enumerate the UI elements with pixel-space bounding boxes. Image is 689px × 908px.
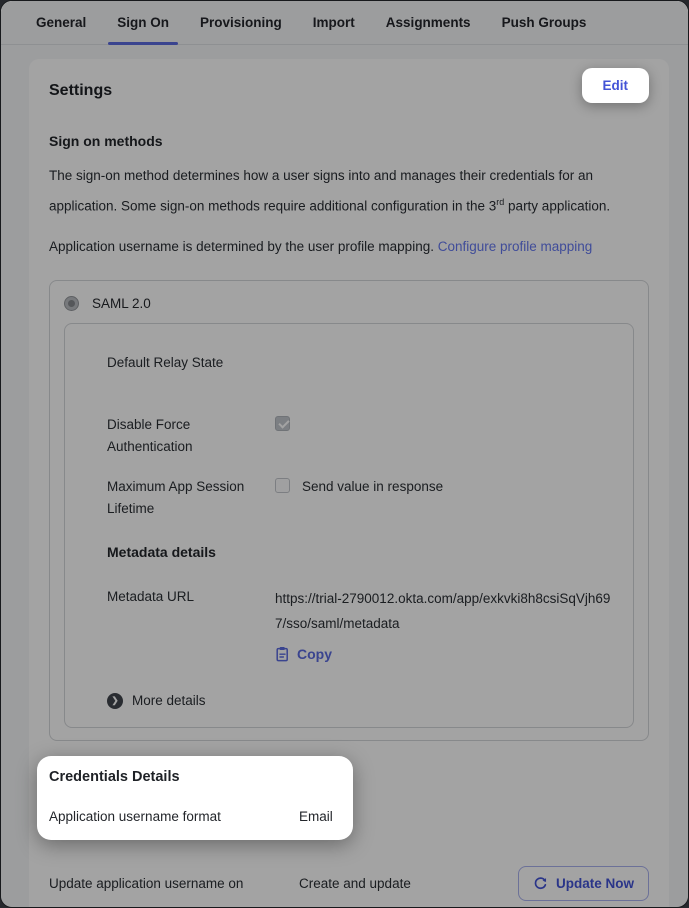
saml-method-box xyxy=(49,280,649,741)
tab-sign-on[interactable]: Sign On xyxy=(107,1,179,44)
update-on-label: Update application username on xyxy=(49,875,244,891)
sign-on-description xyxy=(49,162,649,220)
default-relay-state-row xyxy=(107,352,613,374)
metadata-details-heading: Metadata details xyxy=(107,543,216,560)
max-session-lifetime-label xyxy=(107,476,275,520)
settings-card-header xyxy=(49,68,649,103)
max-session-lifetime-text: Maximum App Session Lifetime xyxy=(107,478,245,516)
chevron-right-icon: ❯ xyxy=(107,693,123,709)
clipboard-copy-icon xyxy=(275,646,290,662)
configure-profile-mapping-link[interactable]: Configure profile mapping xyxy=(437,238,593,254)
tab-push-groups[interactable]: Push Groups xyxy=(501,15,587,30)
tab-bar xyxy=(1,1,688,45)
disable-force-auth-label xyxy=(107,414,275,458)
sign-on-description-text: The sign-on method determines how a user signs into and manages their credentials for an application. Some sign-on methods require additional configuration in the 3 xyxy=(49,168,594,214)
disable-force-auth-checkbox[interactable] xyxy=(275,416,290,431)
username-format-label: Application username format xyxy=(49,808,221,824)
username-mapping-text xyxy=(49,233,649,260)
copy-button[interactable] xyxy=(275,646,332,662)
tab-provisioning[interactable]: Provisioning xyxy=(200,15,282,30)
credentials-details-title: Credentials Details xyxy=(49,768,180,785)
update-now-button[interactable] xyxy=(518,866,649,901)
more-details-toggle[interactable] xyxy=(107,693,613,709)
saml-radio-row xyxy=(64,296,634,311)
max-session-lifetime-row xyxy=(107,476,613,520)
more-details-label: More details xyxy=(132,693,206,708)
tab-import[interactable]: Import xyxy=(312,15,355,30)
update-on-value: Create and update xyxy=(299,875,411,891)
saml-details-box xyxy=(64,323,634,728)
copy-button-label: Copy xyxy=(297,645,332,662)
saml-radio-button[interactable] xyxy=(64,296,79,311)
metadata-url-text: Metadata URL xyxy=(107,588,195,604)
sign-on-description-tail: party application. xyxy=(504,198,611,214)
page-title: Settings xyxy=(49,82,113,99)
username-format-value: Email xyxy=(299,808,333,824)
mapping-text: Application username is determined by the user profile mapping. xyxy=(49,238,438,254)
send-value-checkbox[interactable] xyxy=(275,478,290,493)
sign-on-methods-heading: Sign on methods xyxy=(49,133,163,149)
update-now-label: Update Now xyxy=(555,875,634,891)
disable-force-auth-row xyxy=(107,414,613,458)
credentials-details-box xyxy=(37,756,353,840)
tab-assignments[interactable]: Assignments xyxy=(385,15,471,30)
metadata-url-label xyxy=(107,586,275,636)
saml-radio-label: SAML 2.0 xyxy=(92,295,151,311)
tab-general[interactable]: General xyxy=(36,15,87,30)
disable-force-auth-text: Disable Force Authentication xyxy=(107,416,193,454)
settings-card xyxy=(29,59,669,908)
username-format-row xyxy=(49,809,341,824)
metadata-url-row xyxy=(107,586,613,636)
metadata-url-value: https://trial-2790012.okta.com/app/exkvki8h8csiSqVjh697/sso/saml/metadata xyxy=(275,590,611,631)
refresh-icon xyxy=(533,876,548,891)
default-relay-state-text: Default Relay State xyxy=(107,354,224,370)
send-value-label: Send value in response xyxy=(302,478,444,494)
edit-button[interactable]: Edit xyxy=(582,68,650,103)
default-relay-state-label xyxy=(107,352,275,374)
update-username-row xyxy=(49,866,649,901)
ordinal-superscript: rd xyxy=(496,197,505,207)
